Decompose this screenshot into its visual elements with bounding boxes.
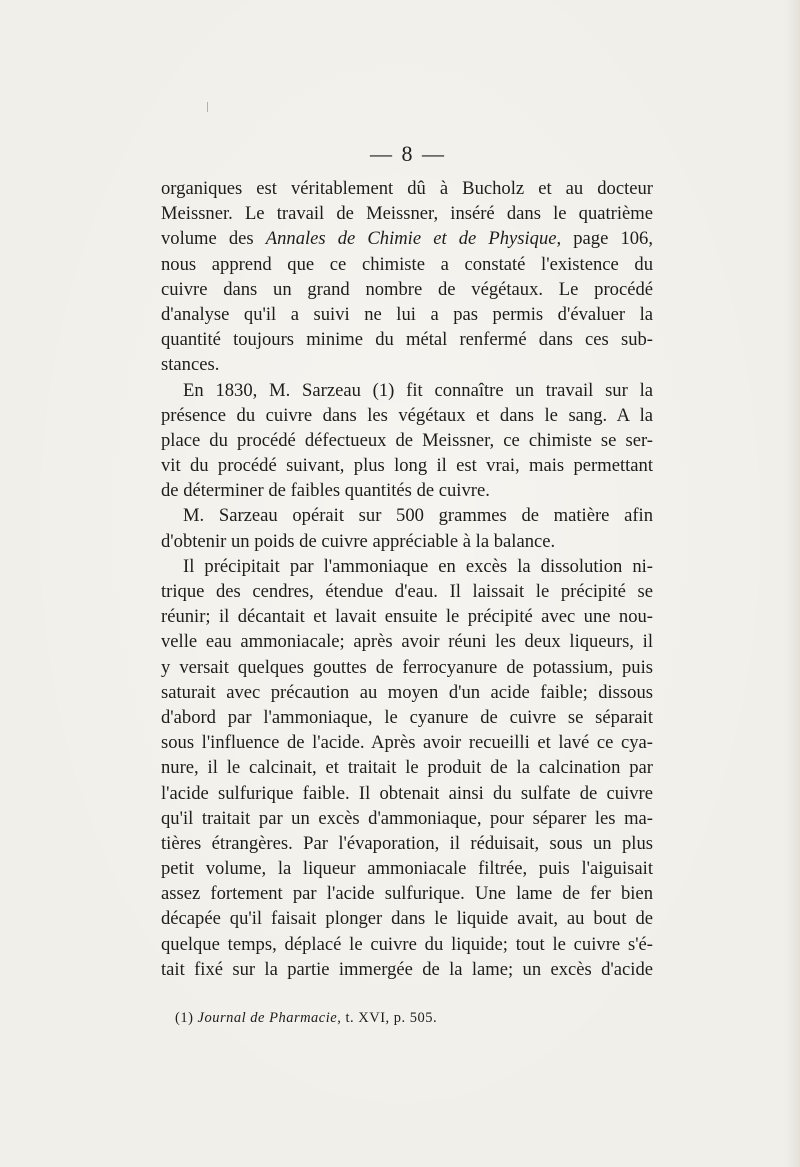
text-line: quelque temps, déplacé le cuivre du liquide; tout le cuivre s'é- [161,933,653,955]
text-line: réunir; il décantait et lavait ensuite le précipité avec une nou- [161,606,653,628]
text-line: nous apprend que ce chimiste a constaté l'existence du [161,253,653,275]
page-edge-shadow [786,0,800,1167]
text-line: d'obtenir un poids de cuivre appréciable à la balance. [161,530,556,552]
footnote-journal: Journal de Pharmacie [197,1010,338,1026]
text-line: l'acide sulfurique faible. Il obtenait ainsi du sulfate de cuivre [161,782,653,804]
text-line: volume des Annales de Chimie et de Physique, page 106, [161,228,653,250]
text-line: d'analyse qu'il a suivi ne lui a pas permis d'évaluer la [161,303,653,325]
text-line: assez fortement par l'acide sulfurique. Une lame de fer bien [161,883,653,905]
footnote-reference: , t. XVI, p. 505. [337,1010,438,1026]
footnote [175,1010,437,1027]
text-line: Meissner. Le travail de Meissner, inséré dans le quatrième [161,203,653,225]
text-line: y versait quelques gouttes de ferrocyanure de potassium, puis [161,656,653,678]
text-line: saturait avec précaution au moyen d'un acide faible; dissous [161,681,653,703]
text-line: nure, il le calcinait, et traitait le produit de la calcination par [161,757,653,779]
text-line: d'abord par l'ammoniaque, le cyanure de cuivre se séparait [161,706,653,728]
text-line: qu'il traitait par un excès d'ammoniaque, pour séparer les ma- [161,807,653,829]
text-line: tait fixé sur la partie immergée de la lame; un excès d'acide [161,958,653,980]
text-line: place du procédé défectueux de Meissner, ce chimiste se ser- [161,429,653,451]
text-line: En 1830, M. Sarzeau (1) fit connaître un travail sur la [183,379,653,401]
text-line: stances. [161,354,220,376]
text-line: cuivre dans un grand nombre de végétaux. Le procédé [161,278,653,300]
text-line: vit du procédé suivant, plus long il est vrai, mais permettant [161,455,653,477]
text-line: tières étrangères. Par l'évaporation, il réduisait, sous un plus [161,832,653,854]
text-line: petit volume, la liqueur ammoniacale filtrée, puis l'aiguisait [161,858,653,880]
text-line: Il précipitait par l'ammoniaque en excès la dissolution ni- [183,555,653,577]
body-text [161,176,653,982]
page-number: — 8 — [370,141,446,166]
text-line: quantité toujours minime du métal renfermé dans ces sub- [161,329,653,351]
text-line: M. Sarzeau opérait sur 500 grammes de matière afin [183,505,653,527]
pencil-mark [207,102,208,112]
text-line: décapée qu'il faisait plonger dans le liquide avait, au bout de [161,908,653,930]
text-line: sous l'influence de l'acide. Après avoir recueilli et lavé ce cya- [161,732,653,754]
journal-title: Annales de Chimie et de Physique [265,228,557,250]
text-line: velle eau ammoniacale; après avoir réuni les deux liqueurs, il [161,631,653,653]
text-line: organiques est véritablement dû à Bucholz et au docteur [161,178,653,199]
text-line: trique des cendres, étendue d'eau. Il laissait le précipité se [161,581,653,602]
text-line: présence du cuivre dans les végétaux et dans le sang. A la [161,404,653,426]
footnote-marker: (1) [175,1010,194,1026]
text-line: de déterminer de faibles quantités de cuivre. [161,480,490,502]
